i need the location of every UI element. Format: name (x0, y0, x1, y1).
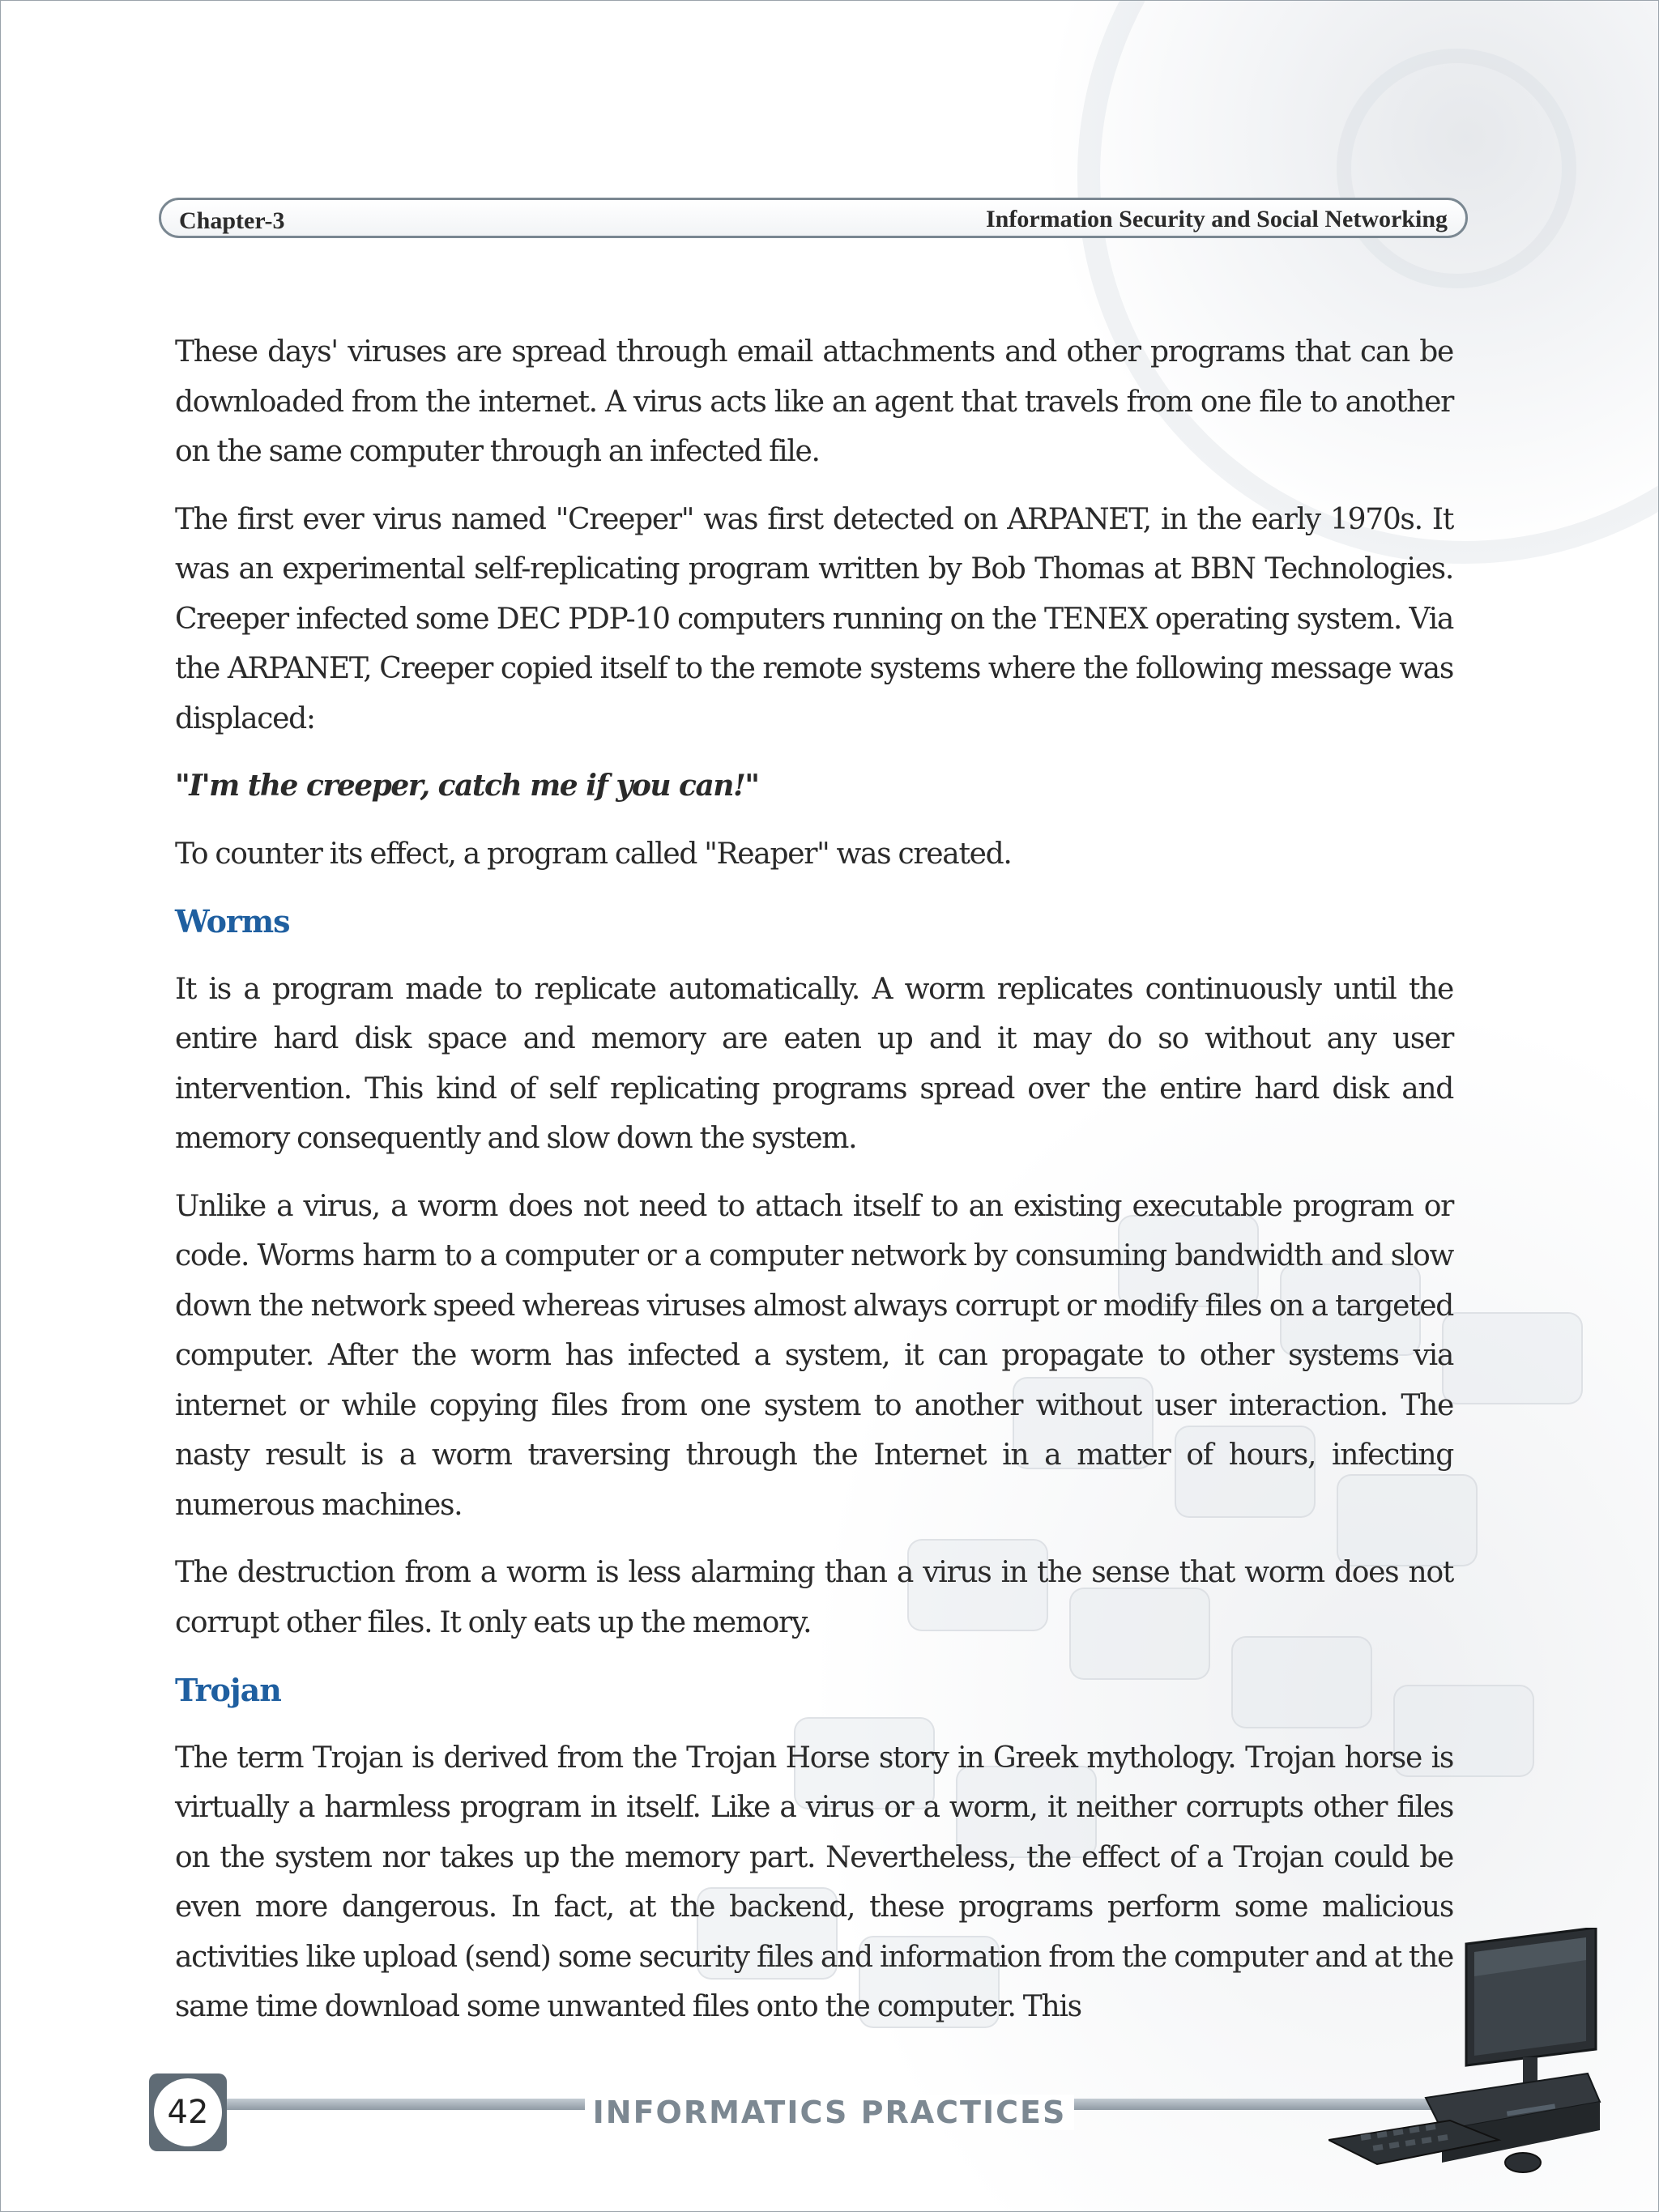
paragraph-creeper: The first ever virus named "Creeper" was first detected on ARPANET, in the early 1970s. It was an experimental self-replicating program written by Bob Thomas at BBN Technologies. Creeper infected some DEC PDP-10 computers running on the TENEX operating system. Via the ARPANET, Creeper copied itself to the remote systems where the following message was displaced: (175, 502, 1453, 735)
running-title: Information Security and Social Networking (986, 206, 1448, 232)
heading-worms: Worms (175, 903, 290, 940)
page-number: 42 (154, 2078, 222, 2146)
paragraph-reaper: To counter its effect, a program called "Reaper" was created. (175, 837, 1012, 871)
running-header (159, 198, 1468, 238)
footer-book-title-text: INFORMATICS PRACTICES (585, 2095, 1075, 2130)
paragraph-worm-destruction: The destruction from a worm is less alarming than a virus in the sense that worm does not corrupt other files. It only eats up the memory. (175, 1556, 1453, 1639)
page-content (175, 327, 1453, 2050)
chapter-label: Chapter-3 (179, 207, 285, 234)
paragraph-trojan: The term Trojan is derived from the Trojan Horse story in Greek mythology. Trojan horse is virtually a harmless program in itself. Like a virus or a worm, it neither corrupts other files on the system nor takes up the memory part. Nevertheless, the effect of a Trojan could be even more dangerous. In fact, at the backend, these programs perform some malicious activities like upload (send) some security files and information from the computer and at the same time download some unwanted files onto the computer. This (175, 1741, 1453, 2023)
paragraph-worm-vs-virus: Unlike a virus, a worm does not need to attach itself to an existing executable program or code. Worms harm to a computer or a computer network by consuming bandwidth and slow down the network speed whereas viruses almost always corrupt or modify files on a targeted computer. After the worm has infected a system, it can propagate to other systems via internet or while copying files from one system to another without user interaction. The nasty result is a worm traversing through the Internet in a matter of hours, infecting numerous machines. (175, 1189, 1453, 1522)
computer-illustration-icon (1328, 1928, 1604, 2179)
paragraph-worm-definition: It is a program made to replicate automatically. A worm replicates continuously until the entire hard disk space and memory are eaten up and it may do so without any user intervention. This kind of self replicating programs spread over the entire hard disk and memory consequently and slow down the system. (175, 972, 1453, 1155)
paragraph-virus-spread: These days' viruses are spread through email attachments and other programs that can be downloaded from the internet. A virus acts like an agent that travels from one file to another on the same computer through an infected file. (175, 335, 1453, 468)
creeper-quote: "I'm the creeper, catch me if you can!" (175, 769, 759, 803)
heading-trojan: Trojan (175, 1672, 281, 1708)
